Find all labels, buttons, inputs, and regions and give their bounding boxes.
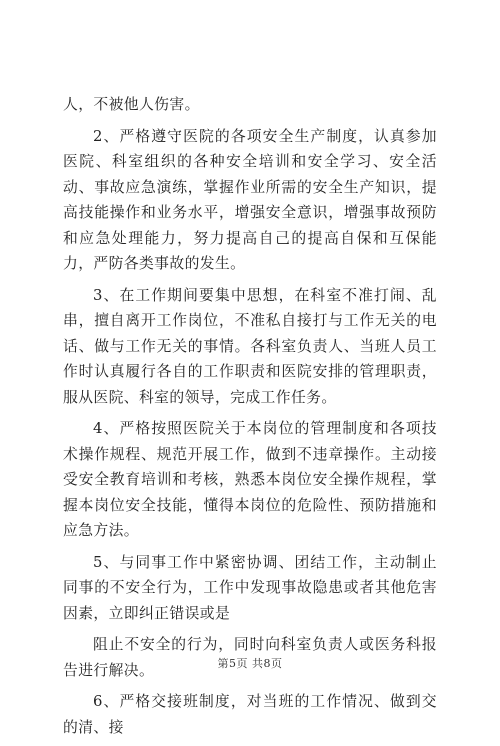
paragraph-item-6: 6、严格交接班制度，对当班的工作情况、做到交的清、接 — [63, 693, 437, 736]
paragraph-item-3: 3、在工作期间要集中思想，在科室不准打闹、乱串，擅自离开工作岗位，不准私自接打与工作无关的电话、做与工作无关的事情。各科室负责人、当班人员工作时认真履行各自的工作职责和医院安排的管理职责，服从医院、科室的领导，完成工作任务。 — [63, 286, 437, 406]
paragraph-item-5-continuation: 阻止不安全的行为，同时向科室负责人或医务科报告进行解决。 — [63, 636, 437, 679]
page-footer: 第5页 共8页 — [217, 657, 283, 670]
document-body — [63, 92, 437, 746]
paragraph-item-2: 2、严格遵守医院的各项安全生产制度，认真参加医院、科室组织的各种安全培训和安全学习、安全活动、事故应急演练，掌握作业所需的安全生产知识，提高技能操作和业务水平，增强安全意识，增强事故预防和应急处理能力，努力提高自己的提高自保和互保能力，严防各类事故的发生。 — [63, 127, 437, 272]
paragraph-1-continuation: 人，不被他人伤害。 — [63, 96, 200, 113]
paragraph-item-5: 5、与同事工作中紧密协调、团结工作，主动制止同事的不安全行为，工作中发现事故隐患或者其他危害因素，立即纠正错误或是 — [63, 553, 437, 622]
paragraph-item-4: 4、严格按照医院关于本岗位的管理制度和各项技术操作规程、规范开展工作，做到不违章操作。主动接受安全教育培训和考核，熟悉本岗位安全操作规程，掌握本岗位安全技能，懂得本岗位的危险性、预防措施和应急方法。 — [63, 420, 437, 539]
